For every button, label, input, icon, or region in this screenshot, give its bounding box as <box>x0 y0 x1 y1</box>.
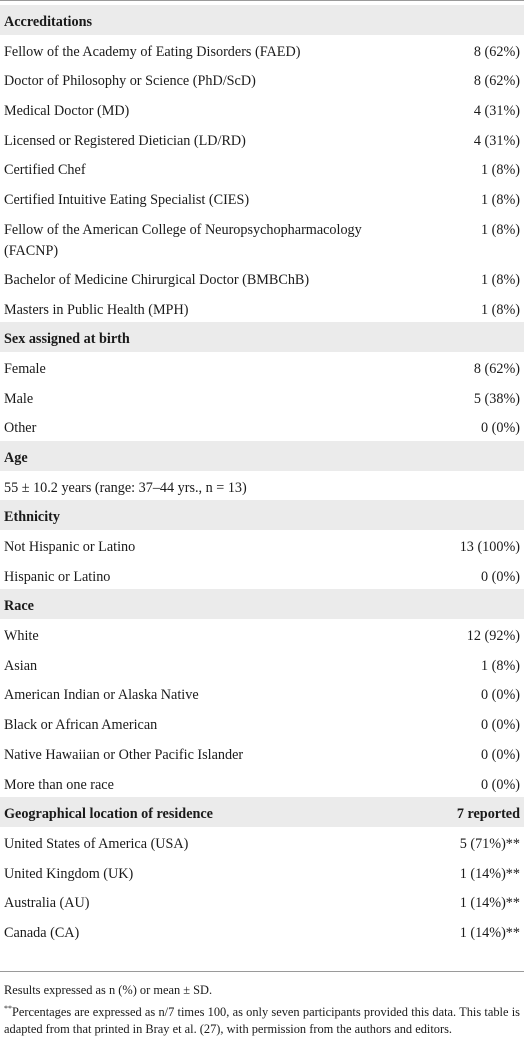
row-value: 1 (8%) <box>480 301 520 318</box>
row-value: 1 (14%)** <box>459 924 520 941</box>
row-label: United Kingdom (UK) <box>4 865 134 882</box>
table-row <box>0 560 524 590</box>
table-row <box>0 857 524 887</box>
row-label: Medical Doctor (MD) <box>4 103 130 120</box>
row-label: Not Hispanic or Latino <box>4 539 136 555</box>
row-value: 8 (62%) <box>473 43 520 60</box>
row-label: Certified Chef <box>4 162 86 179</box>
row-label: Doctor of Philosophy or Science (PhD/ScD) <box>4 73 256 90</box>
row-value: 0 (0%) <box>480 717 520 734</box>
section-title: Accreditations <box>4 14 92 30</box>
table-row <box>0 94 524 124</box>
table-row <box>0 827 524 857</box>
table-row <box>0 153 524 183</box>
row-label: Fellow of the Academy of Eating Disorders (FAED) <box>4 43 301 60</box>
row-value: 0 (0%) <box>480 687 520 704</box>
row-label: Canada (CA) <box>4 924 80 941</box>
table-row <box>0 183 524 213</box>
row-label: Female <box>4 360 46 377</box>
row-label: Australia (AU) <box>4 895 90 912</box>
section-title: Ethnicity <box>4 509 60 526</box>
table-row <box>0 213 524 263</box>
row-value: 13 (100%) <box>459 539 520 555</box>
row-value: 4 (31%) <box>473 132 520 149</box>
row-value: 0 (0%) <box>480 568 520 585</box>
table-row <box>0 64 524 94</box>
row-value: 5 (71%)** <box>459 835 520 852</box>
table-row <box>0 124 524 154</box>
row-value: 4 (31%) <box>473 103 520 120</box>
row-value: 1 (8%) <box>480 162 520 179</box>
row-value: 8 (62%) <box>473 360 520 377</box>
row-label: Black or African American <box>4 717 158 734</box>
section-title: Sex assigned at birth <box>4 331 130 348</box>
table-row <box>0 916 524 946</box>
row-value: 1 (8%) <box>480 192 520 209</box>
row-label: United States of America (USA) <box>4 835 189 852</box>
row-label: Certified Intuitive Eating Specialist (CIES) <box>4 192 250 209</box>
section-header-row <box>0 589 524 619</box>
table-row <box>0 738 524 768</box>
row-label: Male <box>4 390 34 407</box>
demographics-table <box>0 5 524 946</box>
section-title: Age <box>4 449 28 466</box>
table-row <box>0 530 524 560</box>
section-title: Geographical location of residence <box>4 806 213 823</box>
row-value: 1 (8%) <box>480 221 520 238</box>
table-row <box>0 886 524 916</box>
row-label: Fellow of the American College of Neuropsychopharmacology (FACNP) <box>4 221 362 259</box>
row-value: 8 (62%) <box>473 73 520 90</box>
row-label: Licensed or Registered Dietician (LD/RD) <box>4 132 246 149</box>
row-label: More than one race <box>4 776 114 793</box>
footnote-marker: ** <box>4 1003 12 1013</box>
row-label: Other <box>4 420 37 437</box>
section-header-row <box>0 797 524 827</box>
table-row <box>0 293 524 323</box>
table-row <box>0 263 524 293</box>
row-value: 1 (8%) <box>480 271 520 288</box>
row-value: 1 (14%)** <box>459 865 520 882</box>
row-value: 12 (92%) <box>466 628 520 645</box>
table-row <box>0 411 524 441</box>
row-value: 5 (38%) <box>473 390 520 407</box>
table-footnotes <box>4 982 520 1039</box>
table-row <box>0 649 524 679</box>
row-label: Native Hawaiian or Other Pacific Islander <box>4 746 244 763</box>
table-row <box>0 708 524 738</box>
row-label: Bachelor of Medicine Chirurgical Doctor (BMBChB) <box>4 271 310 288</box>
row-value: 1 (14%)** <box>459 895 520 912</box>
table-row <box>0 35 524 65</box>
row-value: 0 (0%) <box>480 746 520 763</box>
table-top-rule <box>0 0 524 1</box>
table-row <box>0 768 524 798</box>
section-header-row <box>0 441 524 471</box>
percent-note <box>4 1004 520 1039</box>
row-label: Asian <box>4 657 38 674</box>
table-row <box>0 382 524 412</box>
table-row <box>0 471 524 501</box>
row-value: 1 (8%) <box>480 657 520 674</box>
row-label: White <box>4 628 39 645</box>
results-note: Results expressed as n (%) or mean ± SD. <box>4 983 213 997</box>
row-value: 7 reported <box>456 806 520 823</box>
percent-note-text: Percentages are expressed as n/7 times 100, as only seven participants provided this data. This table is adapted from that printed in Bray et al. (27), with permission from the authors and editors. <box>4 1004 520 1036</box>
section-title: Race <box>4 598 34 615</box>
section-header-row <box>0 5 524 35</box>
row-label: Masters in Public Health (MPH) <box>4 301 189 318</box>
row-value: 0 (0%) <box>480 776 520 793</box>
table-row <box>0 619 524 649</box>
row-label: Hispanic or Latino <box>4 568 111 585</box>
row-label: American Indian or Alaska Native <box>4 687 199 704</box>
row-value: 0 (0%) <box>480 420 520 437</box>
section-header-row <box>0 500 524 530</box>
section-header-row <box>0 322 524 352</box>
row-label: 55 ± 10.2 years (range: 37–44 yrs., n = 13) <box>4 479 247 496</box>
table-row <box>0 352 524 382</box>
table-bottom-rule <box>0 971 524 972</box>
table-row <box>0 678 524 708</box>
